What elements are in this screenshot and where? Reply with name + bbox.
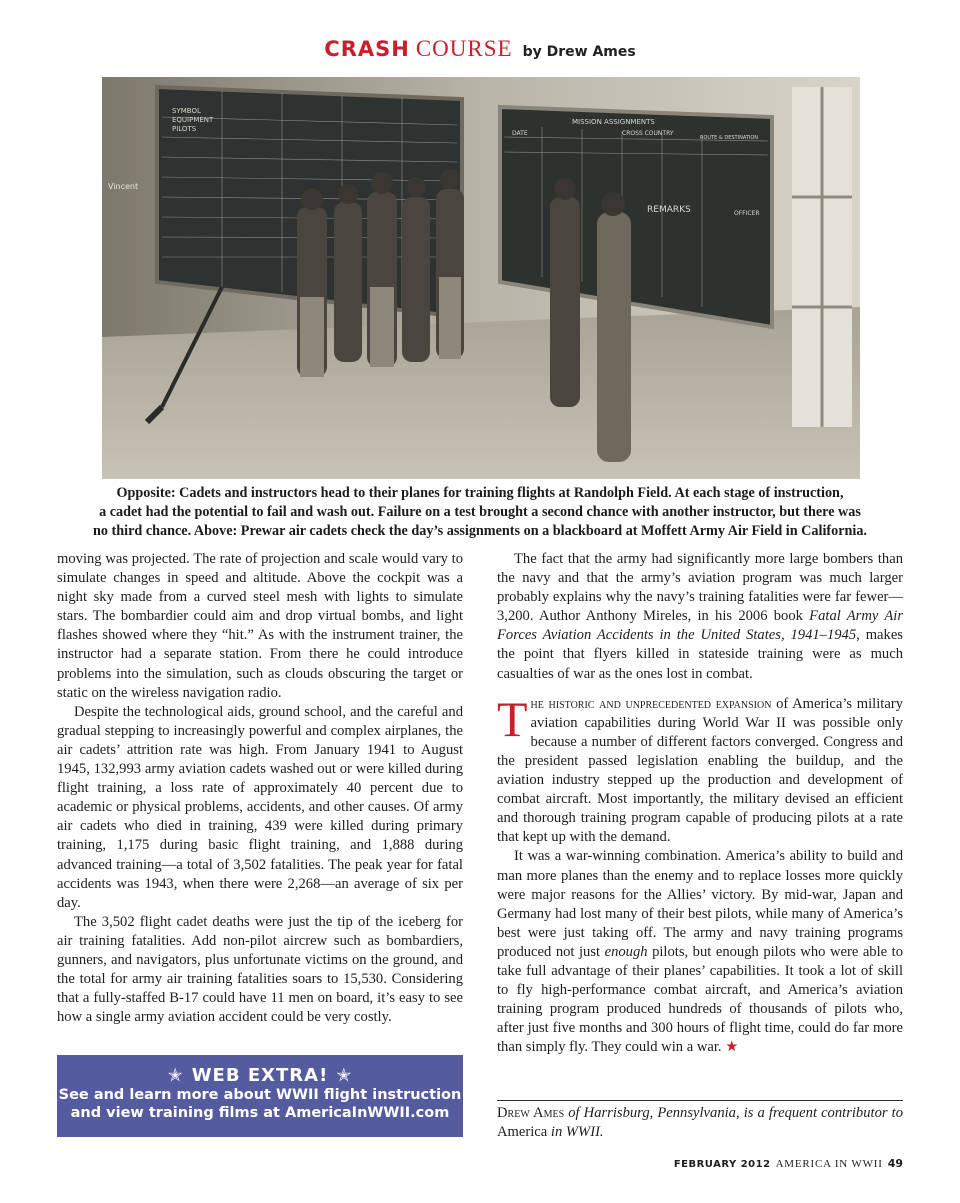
paragraph	[497, 847, 903, 1057]
board-side-text: Vincent	[108, 182, 139, 191]
end-star-icon: ★	[725, 1039, 739, 1056]
paragraph	[497, 550, 903, 684]
caption-line-3: no third chance. Above: Prewar air cadets check the day’s assignments on a blackboard at Moffett Army Air Field in California.	[93, 523, 867, 539]
paragraph-text: , makes the point that flyers killed in stateside training were as much casualties of war as the ones lost in combat.	[497, 627, 903, 682]
paragraph: The 3,502 flight cadet deaths were just the tip of the iceberg for air training fatalities. Add non-pilot aircrew such as bombardiers, gunners, and navigators, plus unfortunate victims on the ground, and the total for army air training fatalities soars to 15,530. Considering that a fully-staffed B-17 could have 11 men on board, it’s easy to see how a single army aviation accident could be very costly.	[57, 913, 463, 1026]
board-right-col-cross: CROSS COUNTRY	[622, 130, 674, 137]
paragraph-text: The fact that the army had significantly more large bombers than the navy and that the army’s aviation program was much larger probably explains why the navy’s training fatalities were far fewer—3,200. Author Anthony Mireles, in his 2006 book	[497, 551, 903, 625]
issue-date: FEBRUARY 2012	[673, 1159, 771, 1170]
web-extra-line-1: See and learn more about WWII flight instruction	[58, 1087, 462, 1103]
board-left-label-1: SYMBOL	[172, 107, 201, 115]
star-icon: ✭	[167, 1065, 184, 1086]
byline: by Drew Ames	[522, 44, 636, 60]
bio-magazine: America	[497, 1124, 548, 1141]
magazine-name: AMERICA IN WWII	[775, 1158, 883, 1170]
author-name: Drew Ames	[497, 1105, 565, 1121]
star-icon: ✭	[336, 1065, 353, 1086]
emphasis: enough	[604, 943, 648, 960]
bio-text: in WWII.	[547, 1124, 604, 1141]
board-right-officer: OFFICER	[734, 210, 760, 217]
bio-text: of Harrisburg, Pennsylvania, is a frequent contributor to	[564, 1105, 903, 1121]
photo-illustration	[102, 77, 860, 479]
section-title-course: COURSE	[415, 36, 513, 61]
paragraph-dropcap	[497, 690, 903, 848]
page-header	[0, 36, 960, 66]
page-number: 49	[887, 1157, 903, 1170]
board-left-label-3: PILOTS	[172, 125, 197, 133]
caption-line-2: a cadet had the potential to fail and wash out. Failure on a test brought a second chance with another instructor, but there was	[99, 504, 861, 520]
drop-cap: T	[497, 690, 528, 747]
board-right-col-route: ROUTE & DESTINATION	[700, 135, 759, 141]
web-extra-title: WEB EXTRA!	[191, 1065, 329, 1086]
board-right-remarks: REMARKS	[647, 205, 691, 215]
paragraph-text: It was a war-winning combination. America’s ability to build and man more planes than the enemy and to replace losses more quickly were major reasons for the Allies’ victory. By mid-war, Japan and Germany had lost many of their best pilots, while many of America’s best were just taking off. The army and navy training programs produced not just	[497, 848, 903, 960]
board-right-col-date: DATE	[512, 130, 528, 137]
article-right-column	[497, 550, 903, 1057]
photo-caption	[60, 484, 900, 541]
lead-in-smallcaps: he historic and unprecedented expansion	[530, 695, 772, 712]
board-left-label-2: EQUIPMENT	[172, 116, 214, 124]
web-extra-line-2[interactable]: and view training films at AmericaInWWII.com	[70, 1105, 450, 1121]
caption-line-1: Opposite: Cadets and instructors head to their planes for training flights at Randolph Field. At each stage of instruction,	[116, 485, 844, 501]
paragraph-text: of America’s military aviation capabilities during World War II was possible only because a number of different factors converged. Congress and the president passed legislation enabling the buildup, and the aviation industry stepped up the production and development of combat aircraft. Most importantly, the military devised an efficient and thorough training program capable of producing pilots at a rate that kept up with the demand.	[497, 695, 903, 846]
book-title: Fatal Army Air Forces Aviation Accidents in the United States, 1941–1945	[497, 608, 903, 644]
section-title-crash: CRASH	[324, 37, 410, 61]
author-bio	[497, 1104, 903, 1142]
page-footer	[674, 1157, 903, 1170]
archival-photo	[102, 77, 860, 479]
bio-divider	[497, 1100, 903, 1101]
paragraph-text: pilots, but enough pilots who were able to take full advantage of their planes’ capabilities. It took a lot of skill to fly high-performance combat aircraft, and America’s aviation training program produced hundreds of thousands of pilots who, after just five months and 300 hours of flight time, could do far more than simply fly. They could win a war.	[497, 943, 903, 1056]
web-extra-heading	[57, 1065, 463, 1086]
article-left-column	[57, 550, 463, 1027]
board-right-title: MISSION ASSIGNMENTS	[572, 118, 655, 126]
paragraph: Despite the technological aids, ground school, and the careful and gradual stepping to increasingly powerful and complex airplanes, the air cadets’ attrition rate was high. From January 1941 to August 1945, 132,993 army aviation cadets washed out or were killed during flight training, a loss rate of approximately 40 percent due to academic or physical problems, accidents, and other causes. Of army air cadets who died in training, 439 were killed during primary training, 1,175 during basic flight training, and 1,888 during advanced training—a total of 3,502 fatalities. The peak year for fatal accidents was 1943, when there were 2,268—an average of six per day.	[57, 703, 463, 911]
paragraph: moving was projected. The rate of projection and scale would vary to simulate changes in speed and altitude. Above the cockpit was a night sky made from a curved steel mesh with lights to simulate stars. The bombardier could aim and drop virtual bombs, and light flashes showed where they “hit.” As with the instrument trainer, the instructor had a separate station. From there he could introduce problems into the simulation, such as clouds obscuring the target or static on the wireless navigation radio.	[57, 551, 463, 701]
web-extra-box[interactable]	[57, 1055, 463, 1137]
